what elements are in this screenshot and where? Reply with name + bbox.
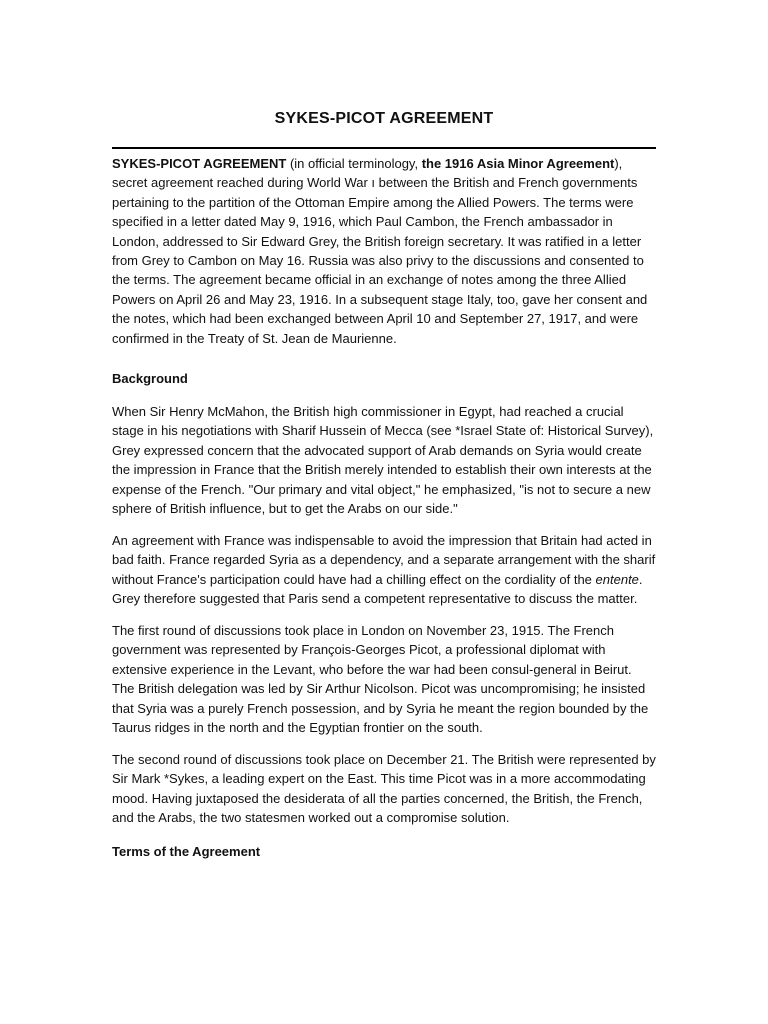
- intro-paragraph: [112, 154, 656, 348]
- bg-p2-italic: entente: [595, 571, 639, 587]
- intro-lead-bold: SYKES-PICOT AGREEMENT: [112, 156, 287, 171]
- background-paragraph-2: [112, 531, 656, 609]
- terms-heading: Terms of the Agreement: [112, 844, 261, 860]
- intro-lead-mid: (in official terminology,: [286, 156, 422, 171]
- bg-p2-text-b: . Grey therefore suggested that Paris send a competent representative to discuss the matter.: [112, 571, 643, 607]
- background-paragraph-3: The first round of discussions took place in London on November 23, 1915. The French government was represented by François-Georges Picot, a professional diplomat with extensive experience in the Levant, who before the war had been consul-general in Beirut. The British delegation was led by Sir Arthur Nicolson. Picot was uncompromising; he insisted that Syria was a purely French possession, and by Syria he meant the region bounded by the Taurus ridges in the north and the Egyptian frontier on the south.: [112, 623, 649, 736]
- title-divider: [112, 147, 656, 149]
- background-heading: Background: [112, 370, 188, 386]
- intro-body: secret agreement reached during World War ı between the British and French governments pertaining to the partition of the Ottoman Empire among the Allied Powers. The terms were specified in a letter dated May 9, 1916, which Paul Cambon, the French ambassador in London, addressed to Sir Edward Grey, the British foreign secretary. It was ratified in a letter from Grey to Cambon on May 16. Russia was also privy to the discussions and consented to the terms. The agreement became official in an exchange of notes among the three Allied Powers on April 26 and May 23, 1916. In a subsequent stage Italy, too, gave her consent and the notes, which had been exchanged between April 10 and September 27, 1917, and were confirmed in the Treaty of St. Jean de Maurienne.: [112, 175, 648, 346]
- background-paragraph-4: The second round of discussions took place on December 21. The British were represented by Sir Mark *Sykes, a leading expert on the East. This time Picot was in a more accommodating mood. Having juxtaposed the desiderata of all the parties concerned, the British, the French, and the Arabs, the two statesmen worked out a compromise solution.: [112, 751, 656, 826]
- document-title: SYKES-PICOT AGREEMENT: [274, 110, 494, 127]
- intro-lead-end: ),: [614, 156, 623, 171]
- bg-p2-text-a: An agreement with France was indispensable to avoid the impression that Britain had acted in bad faith. France regarded Syria as a dependency, and a separate arrangement with the sharif without France's participation could have had a chilling effect on the cordiality of the: [112, 532, 656, 587]
- background-paragraph-1: When Sir Henry McMahon, the British high commissioner in Egypt, had reached a crucial stage in his negotiations with Sharif Hussein of Mecca (see *Israel State of: Historical Survey), Grey expressed concern that the advocated support of Arab demands on Syria would create the impression in France that the British merely intended to establish their own interests at the expense of the French. "Our primary and vital object," he emphasized, "is not to secure a new sphere of British influence, but to get the Arabs on our side.": [112, 403, 654, 516]
- intro-lead-bold-2: the 1916 Asia Minor Agreement: [421, 156, 615, 171]
- document-body: [112, 154, 656, 876]
